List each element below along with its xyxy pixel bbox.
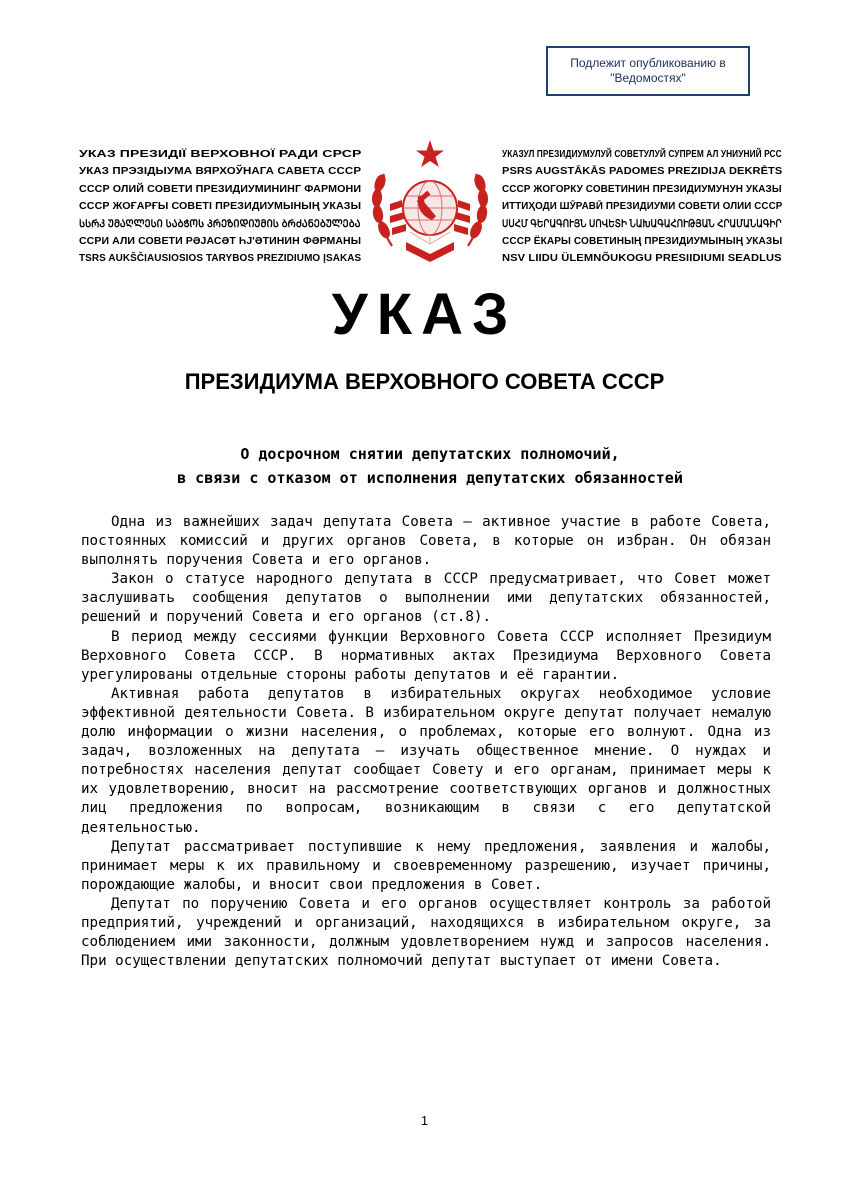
header-right-line: УКАЗУЛ ПРЕЗИДИУМУЛУЙ СОВЕТУЛУЙ СУПРЕМ АЛ УНИУНИЙ РСС xyxy=(502,148,782,160)
stamp-line-1: Подлежит опубликованию в xyxy=(570,56,726,70)
ussr-coat-of-arms-icon xyxy=(362,134,498,270)
header-left-line: УКАЗ ПРЕЗИДІЇ ВЕРХОВНОЇ РАДИ СРСР xyxy=(79,148,362,160)
page-number: 1 xyxy=(420,1113,429,1128)
header-right-line: NSV LIIDU ÜLEMNÕUKOGU PRESIIDIUMI SEADLUS xyxy=(502,252,782,265)
header-right-line: СССР ЁКАРЫ СОВЕТИНЫҢ ПРЕЗИДИУМЫНЫҢ УКАЗЫ xyxy=(502,235,783,248)
stamp-line-2: "Ведомостях" xyxy=(610,71,686,85)
header-left-line: УКАЗ ПРЭЗІДЫУМА ВЯРХОЎНАГА САВЕТА СССР xyxy=(79,165,362,178)
document-title: УКАЗ xyxy=(331,282,518,347)
header-right-line: ՍՍՀՄ ԳԵՐԱԳՈՒՅՆ ՍՈՎԵՏԻ ՆԱԽԱԳԱՀՈՒԹՅԱՆ ՀՐԱՄԱՆԱԳԻՐ xyxy=(502,217,782,230)
header-right-line: PSRS AUGSTĀKĀS PADOMES PREZIDIJA DEKRĒTS xyxy=(502,165,783,178)
body-paragraph: Одна из важнейших задач депутата Совета – активное участие в работе Совета, постоянных комиссий и других органов Совета, в которые он избран. Он обязан выполнять поручения Совета и его органов. xyxy=(81,514,771,569)
header-left-line: ᲡᲡᲠᲙ ᲣᲛᲐᲦᲚᲔᲡᲘ ᲡᲐᲑᲭᲝᲡ ᲞᲠᲔᲖᲘᲓᲘᲣᲛᲘᲡ ᲑᲠᲫᲐᲜᲔᲑᲣᲚᲔᲑᲐ xyxy=(79,217,361,230)
body-paragraph: В период между сессиями функции Верховного Совета СССР исполняет Президиум Верховного Совета СССР. В нормативных актах Президиума Верховного Совета урегулированы отдельные стороны работы депутатов и её гарантии. xyxy=(81,628,771,683)
header-right-line: СССР ЖОГОРКУ СОВЕТИНИН ПРЕЗИДИУМУНУН УКАЗЫ xyxy=(502,182,782,195)
body-paragraph: Депутат рассматривает поступившие к нему предложения, заявления и жалобы, принимает меры к их правильному и своевременному разрешению, изучает причины, порождающие жалобы, и вносит свои предложения в Совет. xyxy=(81,838,771,893)
header-right-column xyxy=(502,146,782,268)
header-right-line: ИТТИҲОДИ ШӮРАВӢ ПРЕЗИДИУМИ СОВЕТИ ОЛИИ СССР xyxy=(502,200,783,213)
decree-body xyxy=(81,513,771,971)
header-left-column xyxy=(79,146,361,268)
body-paragraph: Депутат по поручению Совета и его органов осуществляет контроль за работой предприятий, учреждений и организаций, находящихся в избирательном округе, за соблюдением ими законности, должным удовлетворением нужд и запросов населения. При осуществлении депутатских полномочий депутат выступает от имени Совета. xyxy=(81,895,771,970)
document-subtitle: ПРЕЗИДИУМА ВЕРХОВНОГО СОВЕТА СССР xyxy=(184,369,665,394)
header-left-line: ССРИ АЛИ СОВЕТИ РӘЈАСӘТ ҺЈ'ӘТИНИН ФӘРМАНЫ xyxy=(79,235,362,248)
header-left-line: СССР ЖОҒАРҒЫ СОВЕТІ ПРЕЗИДИУМЫНЫҢ УКАЗЫ xyxy=(79,200,362,213)
decree-heading xyxy=(60,442,800,490)
publication-stamp xyxy=(546,46,750,96)
decree-heading-line-2: в связи с отказом от исполнения депутатских обязанностей xyxy=(177,469,683,487)
decree-heading-line-1: О досрочном снятии депутатских полномочий, xyxy=(240,445,620,463)
header-left-line: СССР ОЛИЙ СОВЕТИ ПРЕЗИДИУМИНИНГ ФАРМОНИ xyxy=(79,182,362,195)
header-left-line: TSRS AUKŠČIAUSIOSIOS TARYBOS PREZIDIUMO ĮSAKAS xyxy=(79,252,362,265)
body-paragraph: Активная работа депутатов в избирательных округах необходимое условие эффективной деятельности Совета. В избирательном округе депутат получает немалую долю информации о жизни населения, о проблемах, которые его волнуют. Одна из задач, возложенных на депутата – изучать общественное мнение. О нуждах и потребностях населения депутат сообщает Совету и его органам, принимает меры к их удовлетворению, вносит на рассмотрение соответствующих органов и должностных лиц предложения по вопросам, возникающим в связи с его депутатской деятельностью. xyxy=(81,685,771,836)
body-paragraph: Закон о статусе народного депутата в СССР предусматривает, что Совет может заслушивать сообщения депутатов о выполнении ими депутатских обязанностей, решений и поручений Совета и его органов (ст.8). xyxy=(81,571,771,626)
